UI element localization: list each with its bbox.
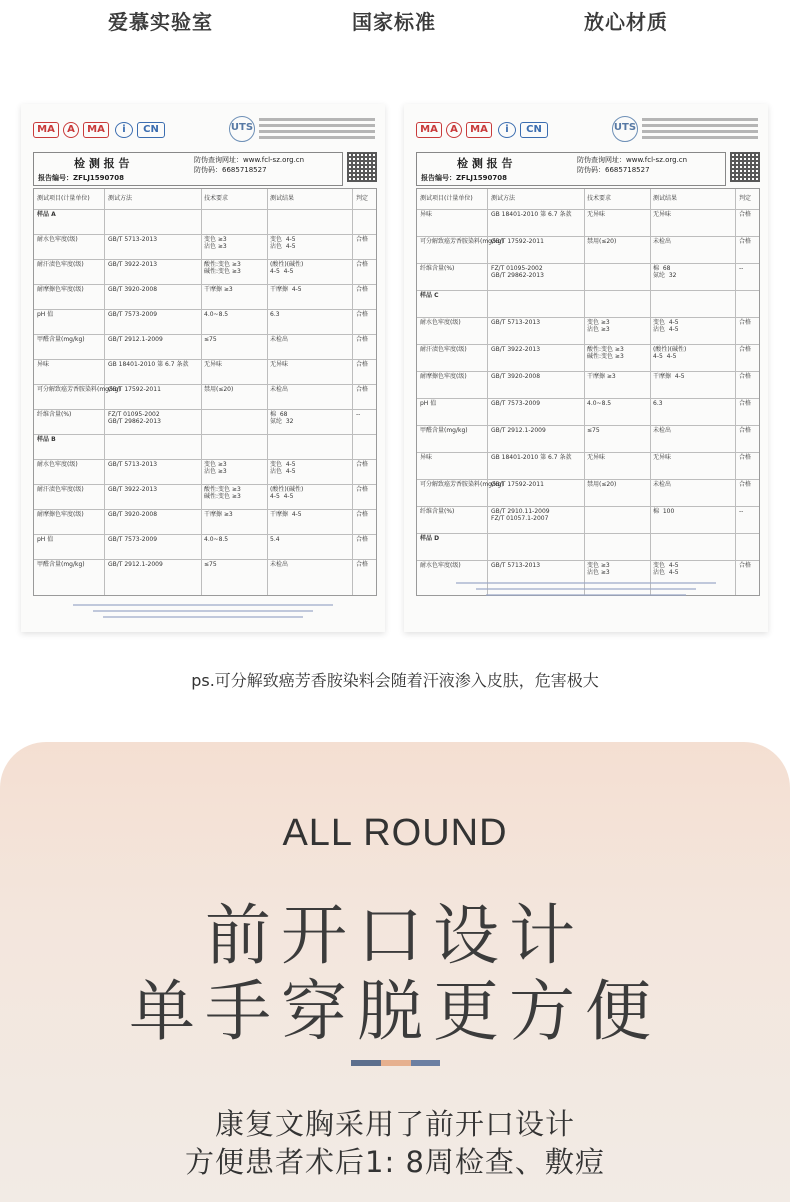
table-cell: 变色 4-5 沾色 4-5 xyxy=(270,236,296,250)
table-header-cell: 判定 xyxy=(739,195,752,202)
headline-line-2: 单手穿脱更方便 xyxy=(129,973,661,1050)
table-cell: 合格 xyxy=(739,319,752,326)
test-report-page-3 xyxy=(404,104,768,632)
table-cell: (酸性)(碱性) 4-5 4-5 xyxy=(653,346,687,360)
table-row xyxy=(417,344,759,371)
table-cell: GB/T 2910.11-2009 FZ/T 01057.1-2007 xyxy=(491,508,550,522)
table-cell: 合格 xyxy=(739,346,752,353)
table-row xyxy=(34,284,376,309)
table-cell: 变色 ≥3 沾色 ≥3 xyxy=(204,236,227,250)
table-cell: GB/T 7573-2009 xyxy=(491,400,541,407)
table-cell: 异味 xyxy=(420,454,433,461)
table-header-row xyxy=(34,189,376,209)
table-cell: (酸性)(碱性) 4-5 4-5 xyxy=(270,261,304,275)
lab-name-lines xyxy=(259,118,375,142)
table-cell: 4.0~8.5 xyxy=(204,536,229,543)
table-cell: 4.0~8.5 xyxy=(204,311,229,318)
table-row xyxy=(34,409,376,434)
table-cell: 合格 xyxy=(739,211,752,218)
table-cell: 变色 4-5 沾色 4-5 xyxy=(653,562,679,576)
description-line-2: 方便患者术后1: 8周检查、敷痘 xyxy=(185,1145,605,1179)
table-cell: GB/T 3920-2008 xyxy=(108,286,158,293)
table-cell: 无异味 xyxy=(653,454,672,461)
table-cell: 禁用(≤20) xyxy=(587,481,617,488)
qr-code-icon xyxy=(347,152,377,182)
description-line-1: 康复文胸采用了前开口设计 xyxy=(214,1107,575,1141)
table-cell: GB/T 3922-2013 xyxy=(491,346,541,353)
table-cell: 异味 xyxy=(420,211,433,218)
table-cell: 合格 xyxy=(739,427,752,434)
table-cell: GB/T 5713-2013 xyxy=(108,461,158,468)
section-eyebrow: ALL ROUND xyxy=(282,812,508,854)
table-cell: ≤75 xyxy=(204,561,217,568)
table-header-cell: 技术要求 xyxy=(204,195,229,202)
table-cell: 可分解致癌芳香胺染料(mg/kg) xyxy=(420,481,504,488)
ilac-logo: i xyxy=(498,122,516,138)
table-row xyxy=(417,452,759,479)
table-row xyxy=(417,398,759,425)
report-title-box xyxy=(33,152,343,186)
table-row xyxy=(34,234,376,259)
table-row xyxy=(417,317,759,344)
qr-code-icon xyxy=(730,152,760,182)
uts-logo: UTS xyxy=(612,116,638,142)
table-row xyxy=(34,484,376,509)
feature-tabs xyxy=(0,6,790,36)
table-cell: -- xyxy=(739,508,744,515)
table-row xyxy=(34,359,376,384)
table-cell: 合格 xyxy=(356,286,369,293)
table-cell: 无异味 xyxy=(204,361,223,368)
divider-segment-1 xyxy=(351,1060,381,1066)
table-cell: 干摩擦 4-5 xyxy=(653,373,685,380)
table-cell: 样品 C xyxy=(420,292,439,299)
table-cell: 酸性:变色 ≥3 碱性:变色 ≥3 xyxy=(587,346,624,360)
report-header xyxy=(33,114,373,152)
table-cell: 未检出 xyxy=(270,386,289,393)
table-row xyxy=(34,309,376,334)
tab-national-standard: 国家标准 xyxy=(352,10,436,34)
table-cell: 合格 xyxy=(356,486,369,493)
table-cell: GB 18401-2010 第 6.7 条款 xyxy=(491,211,572,218)
table-cell: 禁用(≤20) xyxy=(204,386,234,393)
table-cell: GB/T 2912.1-2009 xyxy=(108,561,163,568)
tab-lab: 爱慕实验室 xyxy=(108,10,213,34)
table-cell: 异味 xyxy=(37,361,50,368)
table-cell: GB/T 3922-2013 xyxy=(108,486,158,493)
report-query: 防伪查询网址：www.fcl-sz.org.cn 防伪码：6685718527 xyxy=(194,156,305,174)
table-cell: 干摩擦 4-5 xyxy=(270,286,302,293)
tab-material: 放心材质 xyxy=(584,10,668,34)
table-cell: 棉 68 氨纶 32 xyxy=(653,265,677,279)
table-header-cell: 测试方法 xyxy=(108,195,133,202)
table-row xyxy=(417,209,759,236)
table-cell: 未检出 xyxy=(653,427,672,434)
table-cell: 样品 D xyxy=(420,535,440,542)
table-cell: GB/T 7573-2009 xyxy=(108,311,158,318)
table-cell: 合格 xyxy=(739,562,752,569)
table-cell: 合格 xyxy=(356,386,369,393)
table-cell: pH 值 xyxy=(420,400,437,407)
report-number: 报告编号：ZFLJ1590708 xyxy=(38,174,125,182)
table-cell: 样品 B xyxy=(37,436,56,443)
table-cell: FZ/T 01095-2002 GB/T 29862-2013 xyxy=(491,265,544,279)
table-cell: 耐水色牢度(级) xyxy=(37,461,78,468)
table-cell: 棉 68 氨纶 32 xyxy=(270,411,294,425)
table-cell: -- xyxy=(356,411,361,418)
table-cell: GB/T 3922-2013 xyxy=(108,261,158,268)
uts-logo: UTS xyxy=(229,116,255,142)
table-row xyxy=(34,509,376,534)
table-cell: 可分解致癌芳香胺染料(mg/kg) xyxy=(37,386,121,393)
table-header-cell: 测试项目(计量单位) xyxy=(37,195,90,202)
table-cell: 合格 xyxy=(356,511,369,518)
table-cell: GB/T 17592-2011 xyxy=(108,386,161,393)
table-cell: -- xyxy=(739,265,744,272)
table-cell: GB/T 2912.1-2009 xyxy=(491,427,546,434)
table-cell: GB/T 5713-2013 xyxy=(108,236,158,243)
table-cell: 纤维含量(%) xyxy=(420,508,455,515)
cal-logo: A xyxy=(63,122,79,138)
table-cell: 合格 xyxy=(356,561,369,568)
table-header-cell: 测试项目(计量单位) xyxy=(420,195,473,202)
report-table xyxy=(416,188,760,596)
table-cell: pH 值 xyxy=(37,536,54,543)
table-cell: 纤维含量(%) xyxy=(37,411,72,418)
table-cell: 耐摩擦色牢度(级) xyxy=(37,511,84,518)
cnas-logo: CN xyxy=(137,122,165,138)
table-cell: ≤75 xyxy=(587,427,600,434)
table-cell: 耐汗渍色牢度(级) xyxy=(37,261,84,268)
table-cell: 耐汗渍色牢度(级) xyxy=(420,346,467,353)
table-row xyxy=(34,384,376,409)
report-footer xyxy=(444,582,728,600)
table-cell: 合格 xyxy=(356,311,369,318)
table-cell: 合格 xyxy=(356,236,369,243)
table-cell: 合格 xyxy=(356,336,369,343)
table-cell: 甲醛含量(mg/kg) xyxy=(37,561,85,568)
table-cell: 耐水色牢度(级) xyxy=(37,236,78,243)
report-header xyxy=(416,114,756,152)
table-cell: 6.3 xyxy=(653,400,663,407)
table-row xyxy=(34,209,376,234)
table-header-cell: 测试结果 xyxy=(653,195,678,202)
cma-logo: MA xyxy=(33,122,59,138)
table-cell: 未检出 xyxy=(270,561,289,568)
table-cell: 干摩擦 4-5 xyxy=(270,511,302,518)
table-row xyxy=(34,559,376,584)
headline-line-1: 前开口设计 xyxy=(205,897,585,974)
table-cell: 干摩擦 ≥3 xyxy=(204,511,233,518)
ps-note: ps.可分解致癌芳香胺染料会随着汗液渗入皮肤，危害极大 xyxy=(191,671,599,690)
ma-logo: MA xyxy=(83,122,109,138)
table-cell: 纤维含量(%) xyxy=(420,265,455,272)
table-cell: 变色 ≥3 沾色 ≥3 xyxy=(204,461,227,475)
table-cell: 无异味 xyxy=(587,211,606,218)
report-number: 报告编号：ZFLJ1590708 xyxy=(421,174,508,182)
report-footer xyxy=(61,604,345,622)
table-cell: 合格 xyxy=(739,481,752,488)
table-cell: GB/T 2912.1-2009 xyxy=(108,336,163,343)
table-row xyxy=(417,290,759,317)
table-cell: 未检出 xyxy=(653,238,672,245)
ma-logo: MA xyxy=(466,122,492,138)
table-cell: GB/T 5713-2013 xyxy=(491,319,541,326)
table-cell: 甲醛含量(mg/kg) xyxy=(37,336,85,343)
table-cell: 未检出 xyxy=(270,336,289,343)
table-row xyxy=(34,334,376,359)
table-cell: 合格 xyxy=(739,400,752,407)
table-cell: 合格 xyxy=(739,454,752,461)
table-cell: 甲醛含量(mg/kg) xyxy=(420,427,468,434)
table-cell: 合格 xyxy=(356,536,369,543)
table-cell: GB/T 3920-2008 xyxy=(491,373,541,380)
table-cell: 变色 4-5 沾色 4-5 xyxy=(270,461,296,475)
table-cell: GB 18401-2010 第 6.7 条款 xyxy=(491,454,572,461)
lab-name-lines xyxy=(642,118,758,142)
table-cell: FZ/T 01095-2002 GB/T 29862-2013 xyxy=(108,411,161,425)
table-cell: 合格 xyxy=(739,238,752,245)
table-cell: 样品 A xyxy=(37,211,56,218)
table-cell: 禁用(≤20) xyxy=(587,238,617,245)
table-row xyxy=(417,371,759,398)
table-cell: GB/T 17592-2011 xyxy=(491,238,544,245)
report-table xyxy=(33,188,377,596)
report-title: 检 测 报 告 xyxy=(74,157,130,170)
table-header-cell: 测试结果 xyxy=(270,195,295,202)
table-cell: 酸性:变色 ≥3 碱性:变色 ≥3 xyxy=(204,261,241,275)
table-cell: 变色 4-5 沾色 4-5 xyxy=(653,319,679,333)
table-cell: 耐摩擦色牢度(级) xyxy=(37,286,84,293)
table-cell: 合格 xyxy=(356,361,369,368)
table-cell: 酸性:变色 ≥3 碱性:变色 ≥3 xyxy=(204,486,241,500)
table-row xyxy=(417,263,759,290)
table-cell: (酸性)(碱性) 4-5 4-5 xyxy=(270,486,304,500)
table-row xyxy=(34,259,376,284)
table-header-cell: 测试方法 xyxy=(491,195,516,202)
table-row xyxy=(417,425,759,452)
table-row xyxy=(34,459,376,484)
table-cell: 干摩擦 ≥3 xyxy=(587,373,616,380)
table-row xyxy=(417,533,759,560)
table-cell: 可分解致癌芳香胺染料(mg/kg) xyxy=(420,238,504,245)
table-cell: GB/T 3920-2008 xyxy=(108,511,158,518)
table-cell: 合格 xyxy=(356,461,369,468)
table-row xyxy=(417,236,759,263)
table-cell: 6.3 xyxy=(270,311,280,318)
table-cell: 耐摩擦色牢度(级) xyxy=(420,373,467,380)
table-cell: 未检出 xyxy=(653,481,672,488)
table-cell: 4.0~8.5 xyxy=(587,400,612,407)
cal-logo: A xyxy=(446,122,462,138)
table-cell: 干摩擦 ≥3 xyxy=(204,286,233,293)
divider-segment-3 xyxy=(411,1060,440,1066)
table-cell: 无异味 xyxy=(587,454,606,461)
table-cell: GB 18401-2010 第 6.7 条款 xyxy=(108,361,189,368)
table-cell: 变色 ≥3 沾色 ≥3 xyxy=(587,319,610,333)
table-cell: 无异味 xyxy=(270,361,289,368)
report-title: 检 测 报 告 xyxy=(457,157,513,170)
table-header-row xyxy=(417,189,759,209)
table-cell: 耐水色牢度(级) xyxy=(420,319,461,326)
table-cell: pH 值 xyxy=(37,311,54,318)
divider-segment-2 xyxy=(381,1060,411,1066)
test-report-page-2 xyxy=(21,104,385,632)
ilac-logo: i xyxy=(115,122,133,138)
table-cell: ≤75 xyxy=(204,336,217,343)
table-cell: GB/T 17592-2011 xyxy=(491,481,544,488)
report-title-box xyxy=(416,152,726,186)
table-header-cell: 技术要求 xyxy=(587,195,612,202)
table-cell: GB/T 5713-2013 xyxy=(491,562,541,569)
table-cell: 无异味 xyxy=(653,211,672,218)
table-cell: 合格 xyxy=(739,373,752,380)
table-cell: 5.4 xyxy=(270,536,280,543)
table-row xyxy=(34,434,376,459)
cnas-logo: CN xyxy=(520,122,548,138)
table-cell: 耐汗渍色牢度(级) xyxy=(37,486,84,493)
table-row xyxy=(417,506,759,533)
table-cell: 耐水色牢度(级) xyxy=(420,562,461,569)
report-query: 防伪查询网址：www.fcl-sz.org.cn 防伪码：6685718527 xyxy=(577,156,688,174)
table-cell: GB/T 7573-2009 xyxy=(108,536,158,543)
table-cell: 合格 xyxy=(356,261,369,268)
table-cell: 棉 100 xyxy=(653,508,675,515)
table-row xyxy=(417,479,759,506)
table-header-cell: 判定 xyxy=(356,195,369,202)
cma-logo: MA xyxy=(416,122,442,138)
table-row xyxy=(34,534,376,559)
table-cell: 变色 ≥3 沾色 ≥3 xyxy=(587,562,610,576)
